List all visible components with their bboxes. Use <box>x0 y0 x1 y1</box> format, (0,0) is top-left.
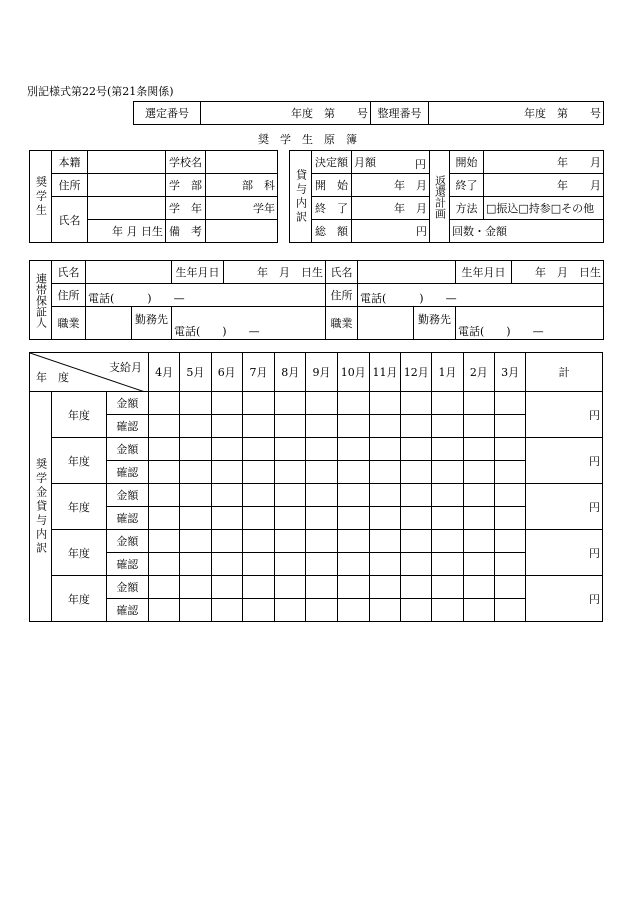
month-cell[interactable] <box>494 461 525 484</box>
table-row <box>30 438 603 461</box>
g2-job-label: 職業 <box>326 307 358 340</box>
confirm-label: 確認 <box>106 507 148 530</box>
month-cell[interactable] <box>401 484 432 507</box>
month-cell[interactable] <box>211 438 242 461</box>
month-header: 11月 <box>369 353 400 392</box>
month-cell[interactable] <box>401 553 432 576</box>
g2-name-label: 氏名 <box>326 261 358 284</box>
month-cell[interactable] <box>149 392 180 415</box>
total-cell[interactable]: 円 <box>526 576 603 622</box>
school-label: 学校名 <box>166 151 206 174</box>
repay-section-label: 返還計画 <box>430 151 450 243</box>
month-cell[interactable] <box>463 507 494 530</box>
amount-label: 金額 <box>106 484 148 507</box>
month-cell[interactable] <box>463 484 494 507</box>
month-cell[interactable] <box>337 461 369 484</box>
year-cell[interactable]: 年度 <box>52 576 106 622</box>
month-cell[interactable] <box>180 507 211 530</box>
remarks-label: 備 考 <box>166 220 206 243</box>
month-cell[interactable] <box>306 438 337 461</box>
loan-end-label: 終 了 <box>312 197 352 220</box>
schedule-side-label: 奨学金貸与内訳 <box>30 392 52 622</box>
month-cell[interactable] <box>306 392 337 415</box>
month-cell[interactable] <box>463 392 494 415</box>
month-cell[interactable] <box>149 484 180 507</box>
month-cell[interactable] <box>494 438 525 461</box>
month-cell[interactable] <box>401 507 432 530</box>
name-label: 氏名 <box>52 197 88 243</box>
month-cell[interactable] <box>463 530 494 553</box>
month-cell[interactable] <box>306 461 337 484</box>
month-cell[interactable] <box>242 484 274 507</box>
corner-cell <box>30 353 149 392</box>
g2-birth-label: 生年月日 <box>456 261 512 284</box>
month-cell[interactable] <box>369 461 400 484</box>
month-cell[interactable] <box>275 438 306 461</box>
g2-work-phone[interactable]: 電話( ) — <box>456 307 604 340</box>
month-cell[interactable] <box>149 530 180 553</box>
address-value[interactable] <box>88 174 166 197</box>
g2-job-value[interactable] <box>358 307 414 340</box>
month-cell[interactable] <box>275 461 306 484</box>
month-header: 9月 <box>306 353 337 392</box>
loan-total-value[interactable]: 円 <box>352 220 430 243</box>
repay-start-value[interactable]: 年 月 <box>484 151 604 174</box>
month-cell[interactable] <box>337 507 369 530</box>
month-cell[interactable] <box>432 392 463 415</box>
month-cell[interactable] <box>211 415 242 438</box>
month-cell[interactable] <box>369 599 400 622</box>
org-year-no: 年度 第 号 <box>429 102 604 125</box>
month-cell[interactable] <box>337 392 369 415</box>
month-cell[interactable] <box>401 392 432 415</box>
month-cell[interactable] <box>211 392 242 415</box>
month-cell[interactable] <box>180 438 211 461</box>
g1-address-label: 住所 <box>52 284 86 307</box>
g1-phone[interactable]: 電話( ) — <box>86 284 326 307</box>
month-cell[interactable] <box>211 576 242 599</box>
table-row <box>30 392 603 415</box>
grade-label: 学 年 <box>166 197 206 220</box>
month-cell[interactable] <box>242 392 274 415</box>
month-cell[interactable] <box>242 576 274 599</box>
month-cell[interactable] <box>149 438 180 461</box>
month-cell[interactable] <box>401 438 432 461</box>
month-cell[interactable] <box>401 530 432 553</box>
birth-value[interactable]: 年 月 日生 <box>88 220 166 243</box>
month-header: 10月 <box>337 353 369 392</box>
month-cell[interactable] <box>242 438 274 461</box>
amount-label: 金額 <box>106 438 148 461</box>
month-cell[interactable] <box>369 576 400 599</box>
school-value[interactable] <box>206 151 278 174</box>
month-cell[interactable] <box>369 392 400 415</box>
selection-year-no: 年度 第 号 <box>201 102 371 125</box>
month-cell[interactable] <box>369 415 400 438</box>
month-cell[interactable] <box>211 599 242 622</box>
month-cell[interactable] <box>337 484 369 507</box>
repay-method-label: 方法 <box>450 197 484 220</box>
month-cell[interactable] <box>494 530 525 553</box>
month-cell[interactable] <box>337 576 369 599</box>
month-cell[interactable] <box>242 461 274 484</box>
month-header: 2月 <box>463 353 494 392</box>
org-number-label: 整理番号 <box>371 102 429 125</box>
month-cell[interactable] <box>180 599 211 622</box>
month-cell[interactable] <box>275 392 306 415</box>
honseki-label: 本籍 <box>52 151 88 174</box>
table-row <box>30 599 603 622</box>
repay-table <box>429 150 604 243</box>
corner-month-label: 支給月 <box>109 361 143 374</box>
table-row <box>30 484 603 507</box>
repay-start-label: 開始 <box>450 151 484 174</box>
month-cell[interactable] <box>401 461 432 484</box>
schedule-table <box>29 352 603 622</box>
month-cell[interactable] <box>242 553 274 576</box>
table-row <box>30 530 603 553</box>
month-cell[interactable] <box>149 461 180 484</box>
month-cell[interactable] <box>337 553 369 576</box>
table-row <box>30 415 603 438</box>
month-cell[interactable] <box>369 553 400 576</box>
table-row <box>30 553 603 576</box>
month-cell[interactable] <box>180 461 211 484</box>
loan-start-value[interactable]: 年 月 <box>352 174 430 197</box>
table-row <box>30 507 603 530</box>
g1-birth-value[interactable]: 年 月 日生 <box>224 261 326 284</box>
month-cell[interactable] <box>432 438 463 461</box>
loan-end-value[interactable]: 年 月 <box>352 197 430 220</box>
month-cell[interactable] <box>306 599 337 622</box>
month-cell[interactable] <box>149 415 180 438</box>
month-cell[interactable] <box>149 553 180 576</box>
month-header: 7月 <box>242 353 274 392</box>
month-cell[interactable] <box>369 507 400 530</box>
year-cell[interactable]: 年度 <box>52 484 106 530</box>
g1-name-value[interactable] <box>86 261 172 284</box>
month-header: 1月 <box>432 353 463 392</box>
name-value[interactable] <box>88 197 166 220</box>
month-cell[interactable] <box>494 576 525 599</box>
month-header: 8月 <box>275 353 306 392</box>
month-header: 12月 <box>401 353 432 392</box>
month-cell[interactable] <box>275 576 306 599</box>
faculty-label: 学 部 <box>166 174 206 197</box>
month-cell[interactable] <box>211 461 242 484</box>
month-cell[interactable] <box>494 415 525 438</box>
month-cell[interactable] <box>211 484 242 507</box>
month-cell[interactable] <box>306 530 337 553</box>
repay-count-label: 回数・金額 <box>450 220 604 243</box>
month-cell[interactable] <box>337 599 369 622</box>
student-table <box>29 150 278 243</box>
month-cell[interactable] <box>369 438 400 461</box>
month-cell[interactable] <box>275 484 306 507</box>
month-cell[interactable] <box>463 438 494 461</box>
repay-method-options[interactable]: □振込□持参□その他 <box>484 197 604 220</box>
month-cell[interactable] <box>180 392 211 415</box>
selection-label: 選定番号 <box>134 102 201 125</box>
year-cell[interactable]: 年度 <box>52 530 106 576</box>
g1-workplace-label: 勤務先 <box>132 307 172 340</box>
loan-start-label: 開 始 <box>312 174 352 197</box>
g1-job-value[interactable] <box>86 307 132 340</box>
month-cell[interactable] <box>494 392 525 415</box>
month-cell[interactable] <box>401 599 432 622</box>
month-cell[interactable] <box>180 576 211 599</box>
month-cell[interactable] <box>275 599 306 622</box>
month-cell[interactable] <box>337 530 369 553</box>
g2-name-value[interactable] <box>358 261 456 284</box>
honseki-value[interactable] <box>88 151 166 174</box>
amount-label: 金額 <box>106 392 148 415</box>
confirm-label: 確認 <box>106 461 148 484</box>
year-cell[interactable]: 年度 <box>52 438 106 484</box>
table-row <box>30 461 603 484</box>
corner-year-label: 年 度 <box>36 371 69 384</box>
student-section-label: 奨学生 <box>30 151 52 243</box>
loan-total-label: 総 額 <box>312 220 352 243</box>
total-cell[interactable]: 円 <box>526 438 603 484</box>
total-cell[interactable]: 円 <box>526 392 603 438</box>
month-cell[interactable] <box>211 507 242 530</box>
month-cell[interactable] <box>369 530 400 553</box>
month-header: 6月 <box>211 353 242 392</box>
month-header: 4月 <box>149 353 180 392</box>
g2-phone[interactable]: 電話( ) — <box>358 284 604 307</box>
g1-name-label: 氏名 <box>52 261 86 284</box>
table-row <box>30 576 603 599</box>
month-cell[interactable] <box>432 599 463 622</box>
month-cell[interactable] <box>463 576 494 599</box>
month-cell[interactable] <box>180 415 211 438</box>
month-cell[interactable] <box>149 576 180 599</box>
month-cell[interactable] <box>306 415 337 438</box>
month-cell[interactable] <box>494 507 525 530</box>
month-cell[interactable] <box>242 415 274 438</box>
dept-value[interactable]: 部 科 <box>206 174 278 197</box>
month-cell[interactable] <box>275 507 306 530</box>
remarks-value[interactable] <box>206 220 278 243</box>
g2-workplace-label: 勤務先 <box>414 307 456 340</box>
month-cell[interactable] <box>149 507 180 530</box>
address-label: 住所 <box>52 174 88 197</box>
year-cell[interactable]: 年度 <box>52 392 106 438</box>
month-cell[interactable] <box>306 553 337 576</box>
month-cell[interactable] <box>432 461 463 484</box>
page-title: 奨 学 生 原 簿 <box>258 133 357 146</box>
month-cell[interactable] <box>242 530 274 553</box>
month-cell[interactable] <box>463 553 494 576</box>
loan-section-label: 貸与内訳 <box>290 151 312 243</box>
month-cell[interactable] <box>494 599 525 622</box>
amount-label: 金額 <box>106 530 148 553</box>
month-cell[interactable] <box>242 507 274 530</box>
month-cell[interactable] <box>180 530 211 553</box>
month-cell[interactable] <box>180 553 211 576</box>
month-cell[interactable] <box>432 484 463 507</box>
month-cell[interactable] <box>306 507 337 530</box>
total-header: 計 <box>526 353 603 392</box>
g2-birth-value[interactable]: 年 月 日生 <box>512 261 604 284</box>
month-cell[interactable] <box>275 553 306 576</box>
form-number: 別記様式第22号(第21条関係) <box>27 85 174 98</box>
month-cell[interactable] <box>369 484 400 507</box>
month-cell[interactable] <box>401 576 432 599</box>
month-cell[interactable] <box>494 484 525 507</box>
month-cell[interactable] <box>306 576 337 599</box>
month-cell[interactable] <box>337 415 369 438</box>
month-cell[interactable] <box>337 438 369 461</box>
repay-end-label: 終了 <box>450 174 484 197</box>
monthly-label: 月額 <box>354 156 376 169</box>
grade-value[interactable]: 学年 <box>206 197 278 220</box>
month-cell[interactable] <box>275 415 306 438</box>
guarantor-section-label: 連帯保証人 <box>30 261 52 340</box>
month-cell[interactable] <box>432 553 463 576</box>
month-cell[interactable] <box>494 553 525 576</box>
month-cell[interactable] <box>463 461 494 484</box>
total-cell[interactable]: 円 <box>526 484 603 530</box>
decided-label: 決定額 <box>312 151 352 174</box>
confirm-label: 確認 <box>106 415 148 438</box>
month-cell[interactable] <box>432 507 463 530</box>
month-cell[interactable] <box>242 599 274 622</box>
g2-address-label: 住所 <box>326 284 358 307</box>
repay-end-value[interactable]: 年 月 <box>484 174 604 197</box>
month-cell[interactable] <box>463 599 494 622</box>
month-header: 3月 <box>494 353 525 392</box>
confirm-label: 確認 <box>106 599 148 622</box>
month-cell[interactable] <box>149 599 180 622</box>
selection-number-table <box>133 101 604 125</box>
guarantor-table <box>29 260 604 340</box>
month-cell[interactable] <box>432 576 463 599</box>
total-cell[interactable]: 円 <box>526 530 603 576</box>
g1-job-label: 職業 <box>52 307 86 340</box>
month-cell[interactable] <box>306 484 337 507</box>
month-cell[interactable] <box>463 415 494 438</box>
confirm-label: 確認 <box>106 553 148 576</box>
month-header: 5月 <box>180 353 211 392</box>
month-cell[interactable] <box>180 484 211 507</box>
month-cell[interactable] <box>432 415 463 438</box>
month-cell[interactable] <box>401 415 432 438</box>
month-cell[interactable] <box>211 553 242 576</box>
month-cell[interactable] <box>211 530 242 553</box>
monthly-yen: 円 <box>415 158 426 171</box>
month-cell[interactable] <box>275 530 306 553</box>
monthly-value[interactable] <box>352 151 430 174</box>
g1-birth-label: 生年月日 <box>172 261 224 284</box>
amount-label: 金額 <box>106 576 148 599</box>
loan-table <box>289 150 430 243</box>
month-cell[interactable] <box>432 530 463 553</box>
g1-work-phone[interactable]: 電話( ) — <box>172 307 326 340</box>
